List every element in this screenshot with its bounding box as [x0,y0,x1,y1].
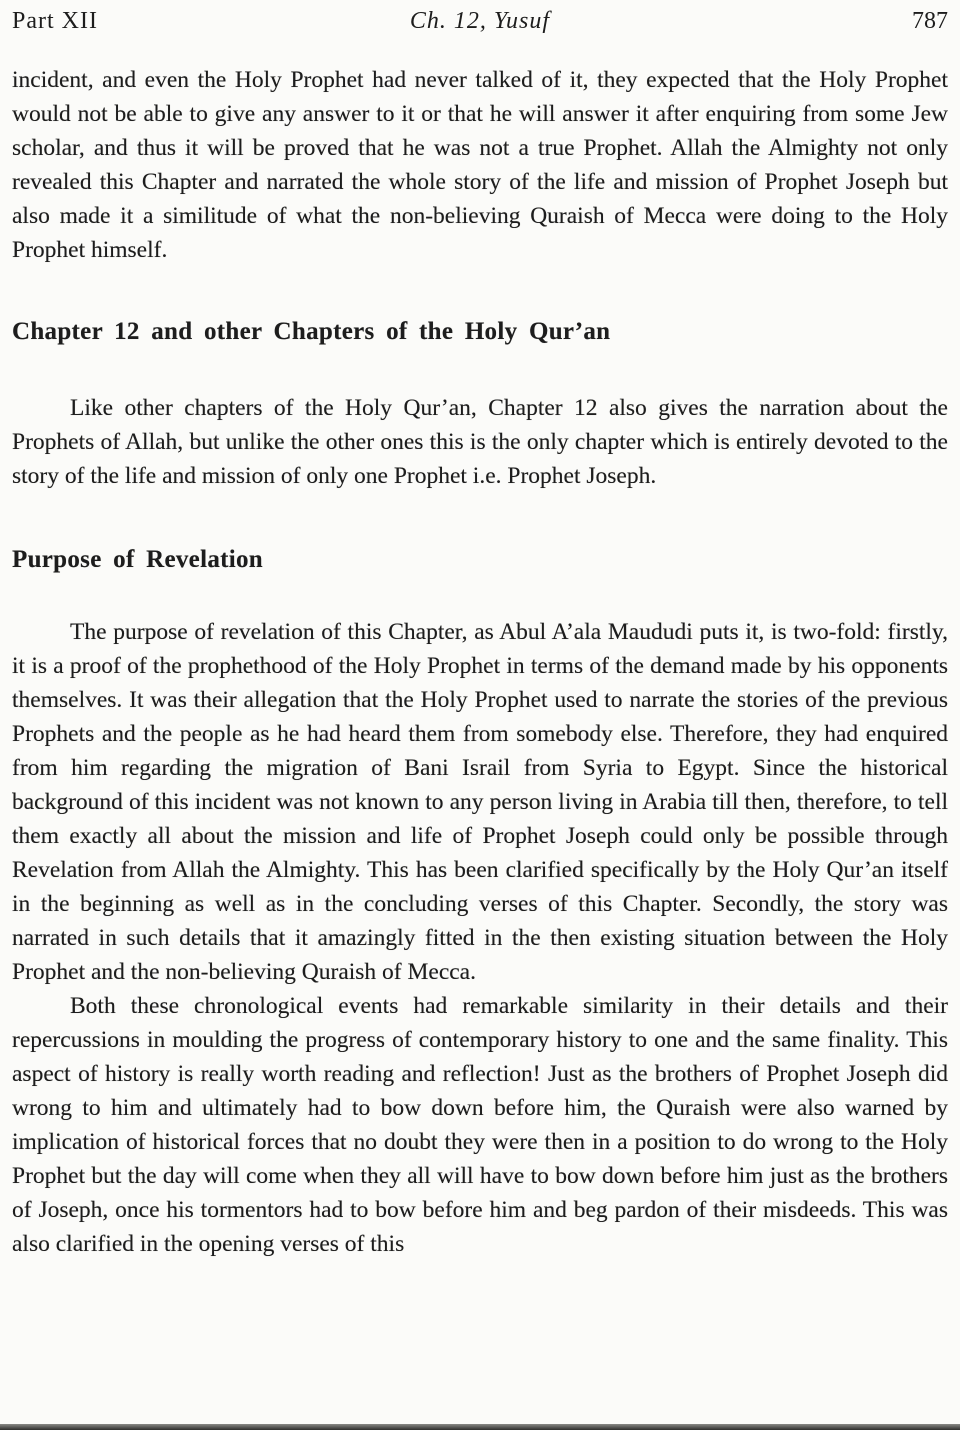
header-chapter-title: Ch. 12, Yusuf [409,8,551,34]
header-part-label: Part XII [12,8,98,34]
section-heading-chapter-12: Chapter 12 and other Chapters of the Holy Qur’an [12,318,611,345]
section-heading-purpose-of-revelation: Purpose of Revelation [12,546,263,573]
paragraph-chapter-12: Like other chapters of the Holy Qur’an, Chapter 12 also gives the narration about the Prophets of Allah, but unlike the other ones this is the only chapter which is entirely devoted to the story of the life and mission of only one Prophet i.e. Prophet Joseph. [12,395,948,489]
page-header [12,6,948,36]
paragraph-purpose-1: The purpose of revelation of this Chapter, as Abul A’ala Maududi puts it, is two-fold: firstly, it is a proof of the prophethood of the Holy Prophet in terms of the demand made by his opponents themselves. It was their allegation that the Holy Prophet used to narrate the stories of the previous Prophets and the people as he had heard them from somebody else. Therefore, they had enquired from him regarding the migration of Bani Israil from Syria to Egypt. Since the historical background of this incident was not known to any person living in Arabia till then, therefore, to tell them exactly all about the mission and life of Prophet Joseph could only be possible through Revelation from Allah the Almighty. This has been clarified specifically by the Holy Qur’an itself in the beginning as well as in the concluding verses of this Chapter. Secondly, the story was narrated in such details that it amazingly fitted in the then existing situation between the Holy Prophet and the non-believing Quraish of Mecca. [12,619,948,985]
paragraph-continuation: incident, and even the Holy Prophet had never talked of it, they expected that the Holy Prophet would not be able to give any answer to it or that he will answer it after enquiring from some Jew scholar, and thus it will be proved that he was not a true Prophet. Allah the Almighty not only revealed this Chapter and narrated the whole story of the life and mission of Prophet Joseph but also made it a similitude of what the non-believing Quraish of Mecca were doing to the Holy Prophet himself. [12,67,948,263]
scan-edge-artifact [0,1424,960,1430]
paragraph-purpose-2: Both these chronological events had remarkable similarity in their details and their repercussions in moulding the progress of contemporary history to one and the same finality. This aspect of history is really worth reading and reflection! Just as the brothers of Prophet Joseph did wrong to him and ultimately had to bow down before him, the Quraish were also warned by implication of historical forces that no doubt they were then in a position to do wrong to the Holy Prophet but the day will come when they all will have to bow down before him just as the brothers of Joseph, once his tormentors had to bow before him and beg pardon of their misdeeds. This was also clarified in the opening verses of this [12,993,948,1257]
header-page-number: 787 [912,8,948,34]
